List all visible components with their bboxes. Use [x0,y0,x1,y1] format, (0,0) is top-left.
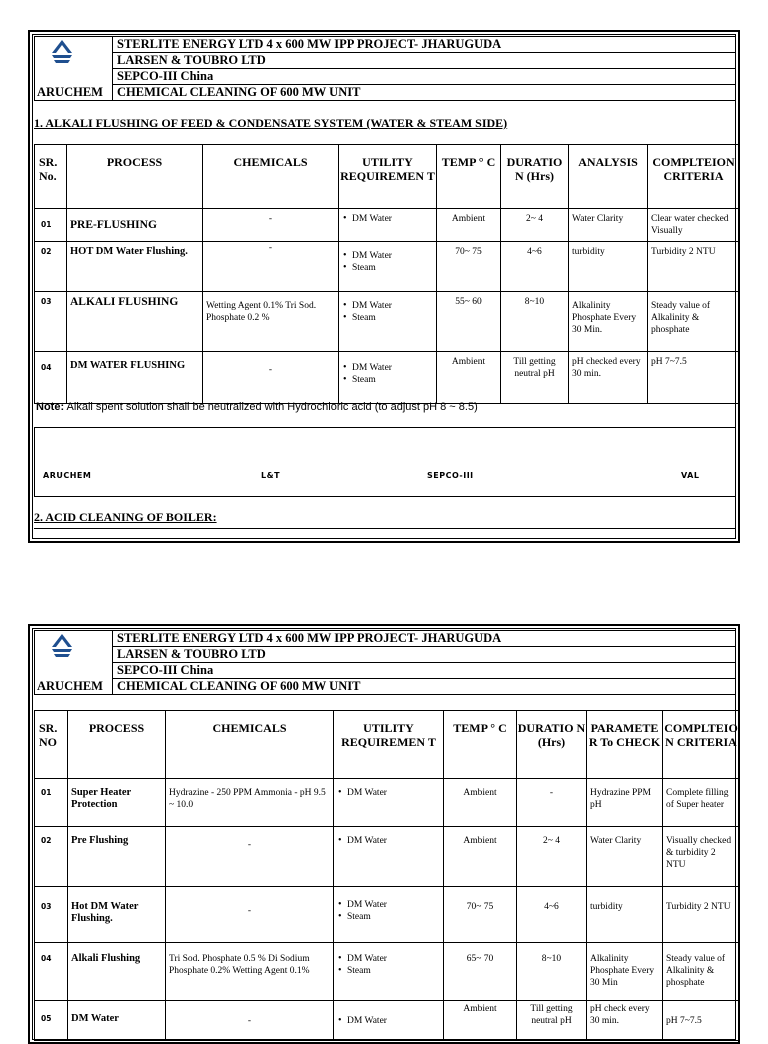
row-number: 03 [35,887,68,943]
row-number: 01 [35,209,67,242]
row-temp: Ambient [444,779,517,827]
signature-box [34,427,736,497]
row-process: HOT DM Water Flushing. [67,242,203,292]
document-header [34,36,736,101]
row-utility [339,242,437,292]
row-duration: 2~ 4 [517,827,587,887]
row-duration: 2~ 4 [501,209,569,242]
divider [34,528,736,529]
header-company: SEPCO-III China [113,69,736,85]
row-chemicals: Tri Sod. Phosphate 0.5 % Di Sodium Phosphate 0.2% Wetting Agent 0.1% [166,943,334,1001]
col-header-utility: UTILITY REQUIREMEN T [334,711,444,779]
row-chemicals: - [203,242,339,292]
row-chemicals: Wetting Agent 0.1% Tri Sod. Phosphate 0.2 % [203,292,339,352]
row-process: Super Heater Protection [68,779,166,827]
col-header-chemicals: CHEMICALS [166,711,334,779]
col-header-process: PROCESS [67,145,203,209]
note-label: Note: [36,401,65,413]
section-2-title: 2. ACID CLEANING OF BOILER: [34,510,217,524]
row-utility [334,779,444,827]
col-header-temp: TEMP ° C [437,145,501,209]
row-utility [339,292,437,352]
row-criteria: Steady value of Alkalinity & phosphate [648,292,740,352]
row-number: 02 [35,242,67,292]
row-process: DM Water [68,1001,166,1041]
row-chemicals: Hydrazine - 250 PPM Ammonia - pH 9.5 ~ 10.0 [166,779,334,827]
row-temp: Ambient [444,1001,517,1041]
row-temp: Ambient [444,827,517,887]
row-chemicals: - [166,887,334,943]
row-chemicals: - [166,827,334,887]
row-process: DM WATER FLUSHING [67,352,203,404]
col-header-chemicals: CHEMICALS [203,145,339,209]
table-row [35,352,740,404]
row-number: 04 [35,943,68,1001]
utility-item: • DM Water [352,300,433,312]
utility-item: • DM Water [347,835,440,847]
row-temp: Ambient [437,352,501,404]
header-subject: CHEMICAL CLEANING OF 600 MW UNIT [113,679,736,695]
col-header-analysis: ANALYSIS [569,145,648,209]
alkali-note [36,401,478,413]
row-temp: Ambient [437,209,501,242]
utility-item: • DM Water [347,953,440,965]
table-row [35,887,740,943]
table-header-row [35,711,740,779]
table-row [35,943,740,1001]
row-parameter: Hydrazine PPM pH [587,779,663,827]
document-page-2 [28,624,740,1044]
col-header-parameter: PARAMETE R To CHECK [587,711,663,779]
row-process: Alkali Flushing [68,943,166,1001]
col-header-temp: TEMP ° C [444,711,517,779]
col-header-sr: SR. No. [35,145,67,209]
row-temp: 70~ 75 [437,242,501,292]
table-row [35,1001,740,1041]
col-header-sr: SR. NO [35,711,68,779]
col-header-criteria: COMPLTEIO N CRITERIA [663,711,740,779]
utility-item: • Steam [347,965,440,977]
row-process: Hot DM Water Flushing. [68,887,166,943]
aruchem-logo-icon [51,634,73,658]
alkali-flushing-table [34,144,740,404]
row-criteria: pH 7~7.5 [663,1001,740,1041]
row-duration: 4~6 [517,887,587,943]
utility-item: • Steam [352,312,433,324]
note-text: Alkali spent solution shall be neutralized with Hydrochloric acid (to adjust pH 8 ~ 8.5) [64,401,478,413]
row-analysis: turbidity [569,242,648,292]
row-duration: - [517,779,587,827]
row-duration: 8~10 [501,292,569,352]
utility-item: • DM Water [352,250,433,262]
row-utility [334,827,444,887]
row-parameter: Water Clarity [587,827,663,887]
utility-item: • DM Water [352,362,433,374]
row-duration: Till getting neutral pH [501,352,569,404]
col-header-duration: DURATIO N (Hrs) [517,711,587,779]
row-analysis: Alkalinity Phosphate Every 30 Min. [569,292,648,352]
row-utility [339,352,437,404]
utility-item: • DM Water [347,787,440,799]
row-process: ALKALI FLUSHING [67,292,203,352]
row-criteria: Visually checked & turbidity 2 NTU [663,827,740,887]
row-number: 04 [35,352,67,404]
table-header-row [35,145,740,209]
row-criteria: Clear water checked Visually [648,209,740,242]
document-header [34,630,736,695]
row-number: 03 [35,292,67,352]
row-temp: 55~ 60 [437,292,501,352]
signature-aruchem: ARUCHEM [43,471,92,480]
header-project: STERLITE ENERGY LTD 4 x 600 MW IPP PROJECT- JHARUGUDA [113,631,736,647]
utility-item: • DM Water [352,213,433,225]
table-row [35,827,740,887]
utility-item: • DM Water [347,1015,440,1027]
utility-item: • DM Water [347,899,440,911]
utility-item: • Steam [347,911,440,923]
row-utility [334,887,444,943]
row-duration: Till getting neutral pH [517,1001,587,1041]
signature-sepco: SEPCO-III [427,471,474,480]
row-criteria: Complete filling of Super heater [663,779,740,827]
utility-item: • Steam [352,262,433,274]
table-row [35,242,740,292]
logo-text: ARUCHEM [37,85,103,99]
logo-text: ARUCHEM [37,679,103,693]
table-row [35,292,740,352]
row-criteria: Turbidity 2 NTU [648,242,740,292]
row-parameter: Alkalinity Phosphate Every 30 Min [587,943,663,1001]
header-company: SEPCO-III China [113,663,736,679]
row-duration: 4~6 [501,242,569,292]
row-number: 05 [35,1001,68,1041]
row-criteria: Turbidity 2 NTU [663,887,740,943]
row-process: Pre Flushing [68,827,166,887]
table-row [35,209,740,242]
row-number: 01 [35,779,68,827]
row-parameter: turbidity [587,887,663,943]
row-analysis: pH checked every 30 min. [569,352,648,404]
header-project: STERLITE ENERGY LTD 4 x 600 MW IPP PROJECT- JHARUGUDA [113,37,736,53]
col-header-process: PROCESS [68,711,166,779]
document-page-1 [28,30,740,543]
row-temp: 65~ 70 [444,943,517,1001]
header-contractor: LARSEN & TOUBRO LTD [113,647,736,663]
signature-lt: L&T [261,471,281,480]
row-criteria: Steady value of Alkalinity & phosphate [663,943,740,1001]
row-utility [334,943,444,1001]
row-chemicals: - [203,209,339,242]
row-criteria: pH 7~7.5 [648,352,740,404]
aruchem-logo-icon [51,40,73,64]
acid-cleaning-table [34,710,740,1041]
logo-cell [35,631,113,695]
section-1-title: 1. ALKALI FLUSHING OF FEED & CONDENSATE SYSTEM (WATER & STEAM SIDE) [34,116,508,130]
signature-val: VAL [681,471,700,480]
col-header-duration: DURATIO N (Hrs) [501,145,569,209]
header-contractor: LARSEN & TOUBRO LTD [113,53,736,69]
header-subject: CHEMICAL CLEANING OF 600 MW UNIT [113,85,736,101]
row-temp: 70~ 75 [444,887,517,943]
row-utility [339,209,437,242]
table-row [35,779,740,827]
row-process: PRE-FLUSHING [67,209,203,242]
row-number: 02 [35,827,68,887]
row-chemicals: - [166,1001,334,1041]
row-duration: 8~10 [517,943,587,1001]
col-header-utility: UTILITY REQUIREMEN T [339,145,437,209]
utility-item: • Steam [352,374,433,386]
col-header-criteria: COMPLTEION CRITERIA [648,145,740,209]
row-analysis: Water Clarity [569,209,648,242]
row-parameter: pH check every 30 min. [587,1001,663,1041]
logo-cell [35,37,113,101]
row-utility [334,1001,444,1041]
row-chemicals: - [203,352,339,404]
